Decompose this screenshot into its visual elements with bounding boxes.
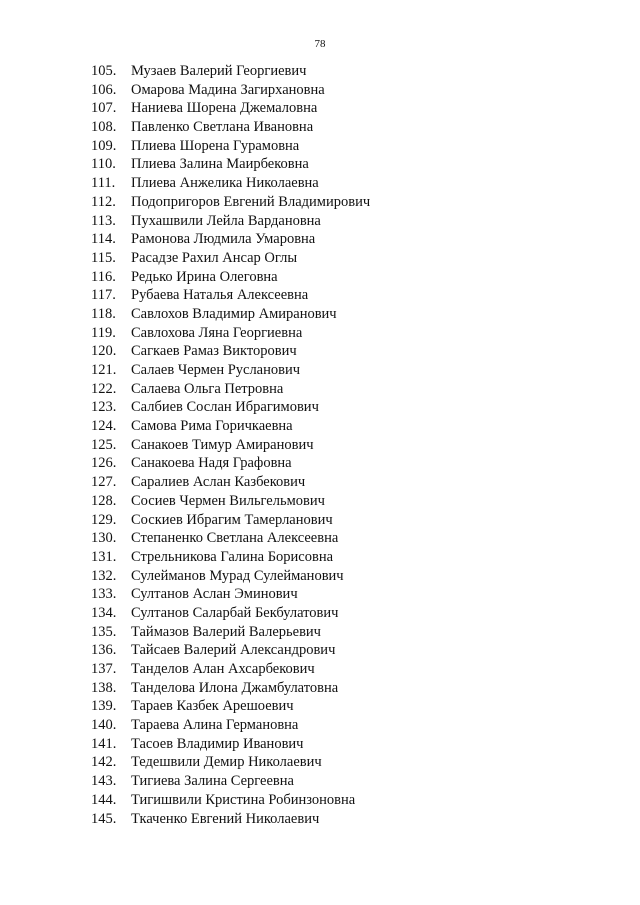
- person-name: Танделова Илона Джамбулатовна: [131, 679, 339, 696]
- person-name: Султанов Саларбай Бекбулатович: [131, 604, 339, 621]
- person-name: Тараева Алина Германовна: [131, 717, 299, 734]
- item-number: 108.: [91, 119, 117, 136]
- list-item: [0, 137, 640, 156]
- item-number: 129.: [91, 511, 117, 528]
- item-number: 135.: [91, 623, 117, 640]
- list-item: [0, 511, 640, 530]
- person-name: Наниева Шорена Джемаловна: [131, 100, 318, 117]
- list-item: [0, 249, 640, 268]
- item-number: 138.: [91, 679, 117, 696]
- list-item: [0, 604, 640, 623]
- list-item: [0, 772, 640, 791]
- page-number: 78: [314, 38, 326, 50]
- person-name: Тигиева Залина Сергеевна: [131, 773, 294, 790]
- list-item: [0, 99, 640, 118]
- list-item: [0, 492, 640, 511]
- person-name: Санакоева Надя Графовна: [131, 455, 292, 472]
- list-item: [0, 454, 640, 473]
- item-number: 131.: [91, 548, 117, 565]
- person-name: Савлохова Ляна Георгиевна: [131, 324, 303, 341]
- person-name: Тараев Казбек Арешоевич: [131, 698, 294, 715]
- list-item: [0, 716, 640, 735]
- person-name: Султанов Аслан Эминович: [131, 586, 298, 603]
- item-number: 128.: [91, 492, 117, 509]
- person-name: Сагкаев Рамаз Викторович: [131, 343, 297, 360]
- person-name: Таймазов Валерий Валерьевич: [131, 623, 321, 640]
- list-item: [0, 791, 640, 810]
- person-name: Тайсаев Валерий Александрович: [131, 642, 336, 659]
- list-item: [0, 398, 640, 417]
- list-item: [0, 679, 640, 698]
- item-number: 123.: [91, 399, 117, 416]
- item-number: 142.: [91, 754, 117, 771]
- person-name: Подопригоров Евгений Владимирович: [131, 193, 371, 210]
- item-number: 130.: [91, 530, 117, 547]
- person-name: Павленко Светлана Ивановна: [131, 119, 314, 136]
- list-item: [0, 473, 640, 492]
- list-item: [0, 660, 640, 679]
- person-name: Музаев Валерий Георгиевич: [131, 63, 307, 79]
- person-name: Стрельникова Галина Борисовна: [131, 548, 334, 565]
- list-item: [0, 641, 640, 660]
- item-number: 127.: [91, 474, 117, 491]
- item-number: 134.: [91, 604, 117, 621]
- item-number: 115.: [91, 249, 116, 266]
- person-name: Пухашвили Лейла Вардановна: [131, 212, 321, 229]
- list-item: [0, 585, 640, 604]
- item-number: 121.: [91, 362, 117, 378]
- item-number: 144.: [91, 791, 117, 808]
- person-name: Рамонова Людмила Умаровна: [131, 231, 316, 248]
- item-number: 141.: [91, 735, 117, 752]
- person-name: Танделов Алан Ахсарбекович: [131, 661, 315, 677]
- item-number: 133.: [91, 586, 117, 603]
- item-number: 120.: [91, 343, 117, 360]
- list-item: [0, 230, 640, 249]
- item-number: 137.: [91, 661, 117, 677]
- item-number: 117.: [91, 287, 116, 304]
- list-item: [0, 361, 640, 380]
- person-name: Плиева Залина Маирбековна: [131, 156, 309, 173]
- person-name: Расадзе Рахил Ансар Оглы: [131, 249, 298, 266]
- item-number: 122.: [91, 380, 117, 397]
- list-item: [0, 623, 640, 642]
- list-item: [0, 324, 640, 343]
- person-name: Салаев Чермен Русланович: [131, 362, 301, 378]
- person-name: Омарова Мадина Загирхановна: [131, 81, 325, 98]
- list-item: [0, 305, 640, 324]
- item-number: 125.: [91, 436, 117, 453]
- person-name: Самова Рима Горичкаевна: [131, 418, 293, 435]
- list-item: [0, 155, 640, 174]
- list-item: [0, 417, 640, 436]
- person-name: Сосиев Чермен Вильгельмович: [131, 492, 325, 509]
- list-item: [0, 436, 640, 455]
- person-name: Тедешвили Демир Николаевич: [131, 754, 322, 771]
- list-item: [0, 548, 640, 567]
- item-number: 114.: [91, 231, 116, 248]
- list-item: [0, 193, 640, 212]
- person-name: Тигишвили Кристина Робинзоновна: [131, 791, 356, 808]
- person-name: Сулейманов Мурад Сулейманович: [131, 567, 344, 584]
- person-name: Тасоев Владимир Иванович: [131, 735, 304, 752]
- list-item: [0, 735, 640, 754]
- item-number: 113.: [91, 212, 116, 229]
- person-name: Рубаева Наталья Алексеевна: [131, 287, 309, 304]
- person-name: Ткаченко Евгений Николаевич: [131, 810, 320, 827]
- item-number: 140.: [91, 717, 117, 734]
- list-item: [0, 212, 640, 231]
- list-item: [0, 118, 640, 137]
- list-item: [0, 529, 640, 548]
- item-number: 143.: [91, 773, 117, 790]
- list-item: [0, 174, 640, 193]
- person-name: Плиева Анжелика Николаевна: [131, 175, 319, 192]
- item-number: 106.: [91, 81, 117, 98]
- item-number: 118.: [91, 305, 116, 322]
- item-number: 111.: [91, 175, 116, 192]
- person-name: Савлохов Владимир Амиранович: [131, 305, 337, 322]
- item-number: 145.: [91, 810, 117, 827]
- list-item: [0, 697, 640, 716]
- person-name: Санакоев Тимур Амиранович: [131, 436, 314, 453]
- person-name: Соскиев Ибрагим Тамерланович: [131, 511, 333, 528]
- list-item: [0, 567, 640, 586]
- person-name: Плиева Шорена Гурамовна: [131, 137, 300, 154]
- item-number: 112.: [91, 193, 116, 210]
- item-number: 124.: [91, 418, 117, 435]
- person-name: Салаева Ольга Петровна: [131, 380, 284, 397]
- list-item: [0, 342, 640, 361]
- item-number: 132.: [91, 567, 117, 584]
- list-item: [0, 81, 640, 100]
- person-name: Степаненко Светлана Алексеевна: [131, 530, 339, 547]
- item-number: 105.: [91, 63, 117, 79]
- person-name: Саралиев Аслан Казбекович: [131, 474, 306, 491]
- person-name: Редько Ирина Олеговна: [131, 268, 278, 285]
- item-number: 139.: [91, 698, 117, 715]
- item-number: 109.: [91, 137, 117, 154]
- item-number: 107.: [91, 100, 117, 117]
- item-number: 116.: [91, 268, 116, 285]
- item-number: 119.: [91, 324, 116, 341]
- person-name: Салбиев Сослан Ибрагимович: [131, 399, 319, 416]
- item-number: 126.: [91, 455, 117, 472]
- item-number: 110.: [91, 156, 116, 173]
- name-list: [0, 62, 640, 828]
- item-number: 136.: [91, 642, 117, 659]
- list-item: [0, 380, 640, 399]
- list-item: [0, 753, 640, 772]
- list-item: [0, 286, 640, 305]
- list-item: [0, 810, 640, 829]
- list-item: [0, 62, 640, 81]
- list-item: [0, 268, 640, 287]
